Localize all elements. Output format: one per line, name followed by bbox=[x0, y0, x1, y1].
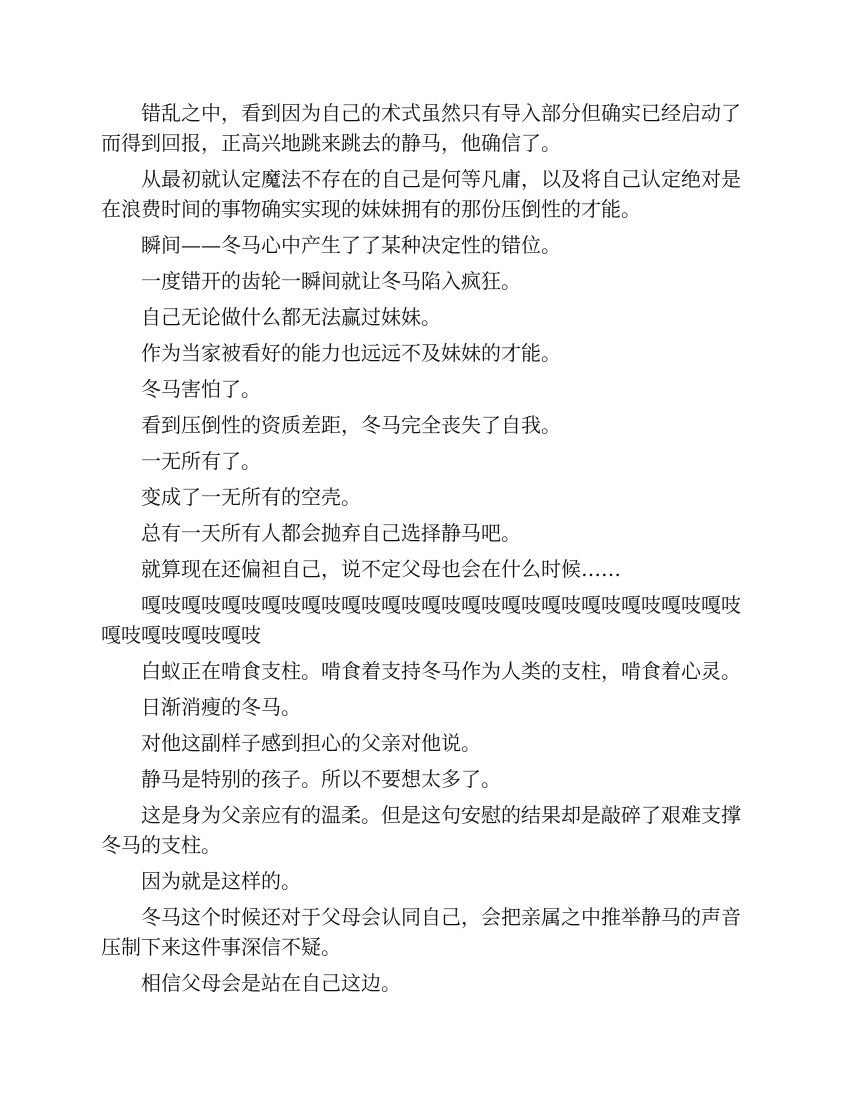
paragraph: 嘎吱嘎吱嘎吱嘎吱嘎吱嘎吱嘎吱嘎吱嘎吱嘎吱嘎吱嘎吱嘎吱嘎吱嘎吱嘎吱嘎吱嘎吱嘎吱 bbox=[101, 593, 741, 647]
paragraph: 错乱之中，看到因为自己的术式虽然只有导入部分但确实已经启动了而得到回报，正高兴地跳来跳去的静马，他确信了。 bbox=[101, 101, 741, 155]
paragraph: 白蚁正在啃食支柱。啃食着支持冬马作为人类的支柱，啃食着心灵。 bbox=[141, 659, 741, 683]
paragraph: 日渐消瘦的冬马。 bbox=[141, 695, 301, 719]
paragraph: 因为就是这样的。 bbox=[141, 869, 301, 893]
paragraph: 自己无论做什么都无法赢过妹妹。 bbox=[141, 305, 441, 329]
paragraph: 就算现在还偏袒自己，说不定父母也会在什么时候…… bbox=[141, 557, 621, 581]
paragraph: 静马是特别的孩子。所以不要想太多了。 bbox=[141, 767, 501, 791]
document-body bbox=[101, 98, 749, 1004]
paragraph: 总有一天所有人都会抛弃自己选择静马吧。 bbox=[141, 521, 521, 545]
paragraph: 看到压倒性的资质差距，冬马完全丧失了自我。 bbox=[141, 413, 561, 437]
paragraph: 冬马害怕了。 bbox=[141, 377, 261, 401]
paragraph: 一无所有了。 bbox=[141, 449, 261, 473]
paragraph: 对他这副样子感到担心的父亲对他说。 bbox=[141, 731, 481, 755]
paragraph: 瞬间——冬马心中产生了了某种决定性的错位。 bbox=[141, 233, 561, 257]
paragraph: 一度错开的齿轮一瞬间就让冬马陷入疯狂。 bbox=[141, 269, 521, 293]
paragraph: 变成了一无所有的空壳。 bbox=[141, 485, 361, 509]
paragraph: 从最初就认定魔法不存在的自己是何等凡庸，以及将自己认定绝对是在浪费时间的事物确实实现的妹妹拥有的那份压倒性的才能。 bbox=[101, 167, 741, 221]
paragraph: 冬马这个时候还对于父母会认同自己，会把亲属之中推举静马的声音压制下来这件事深信不疑。 bbox=[101, 905, 741, 959]
paragraph: 作为当家被看好的能力也远远不及妹妹的才能。 bbox=[141, 341, 561, 365]
paragraph: 相信父母会是站在自己这边。 bbox=[141, 971, 401, 995]
paragraph: 这是身为父亲应有的温柔。但是这句安慰的结果却是敲碎了艰难支撑冬马的支柱。 bbox=[101, 803, 741, 857]
